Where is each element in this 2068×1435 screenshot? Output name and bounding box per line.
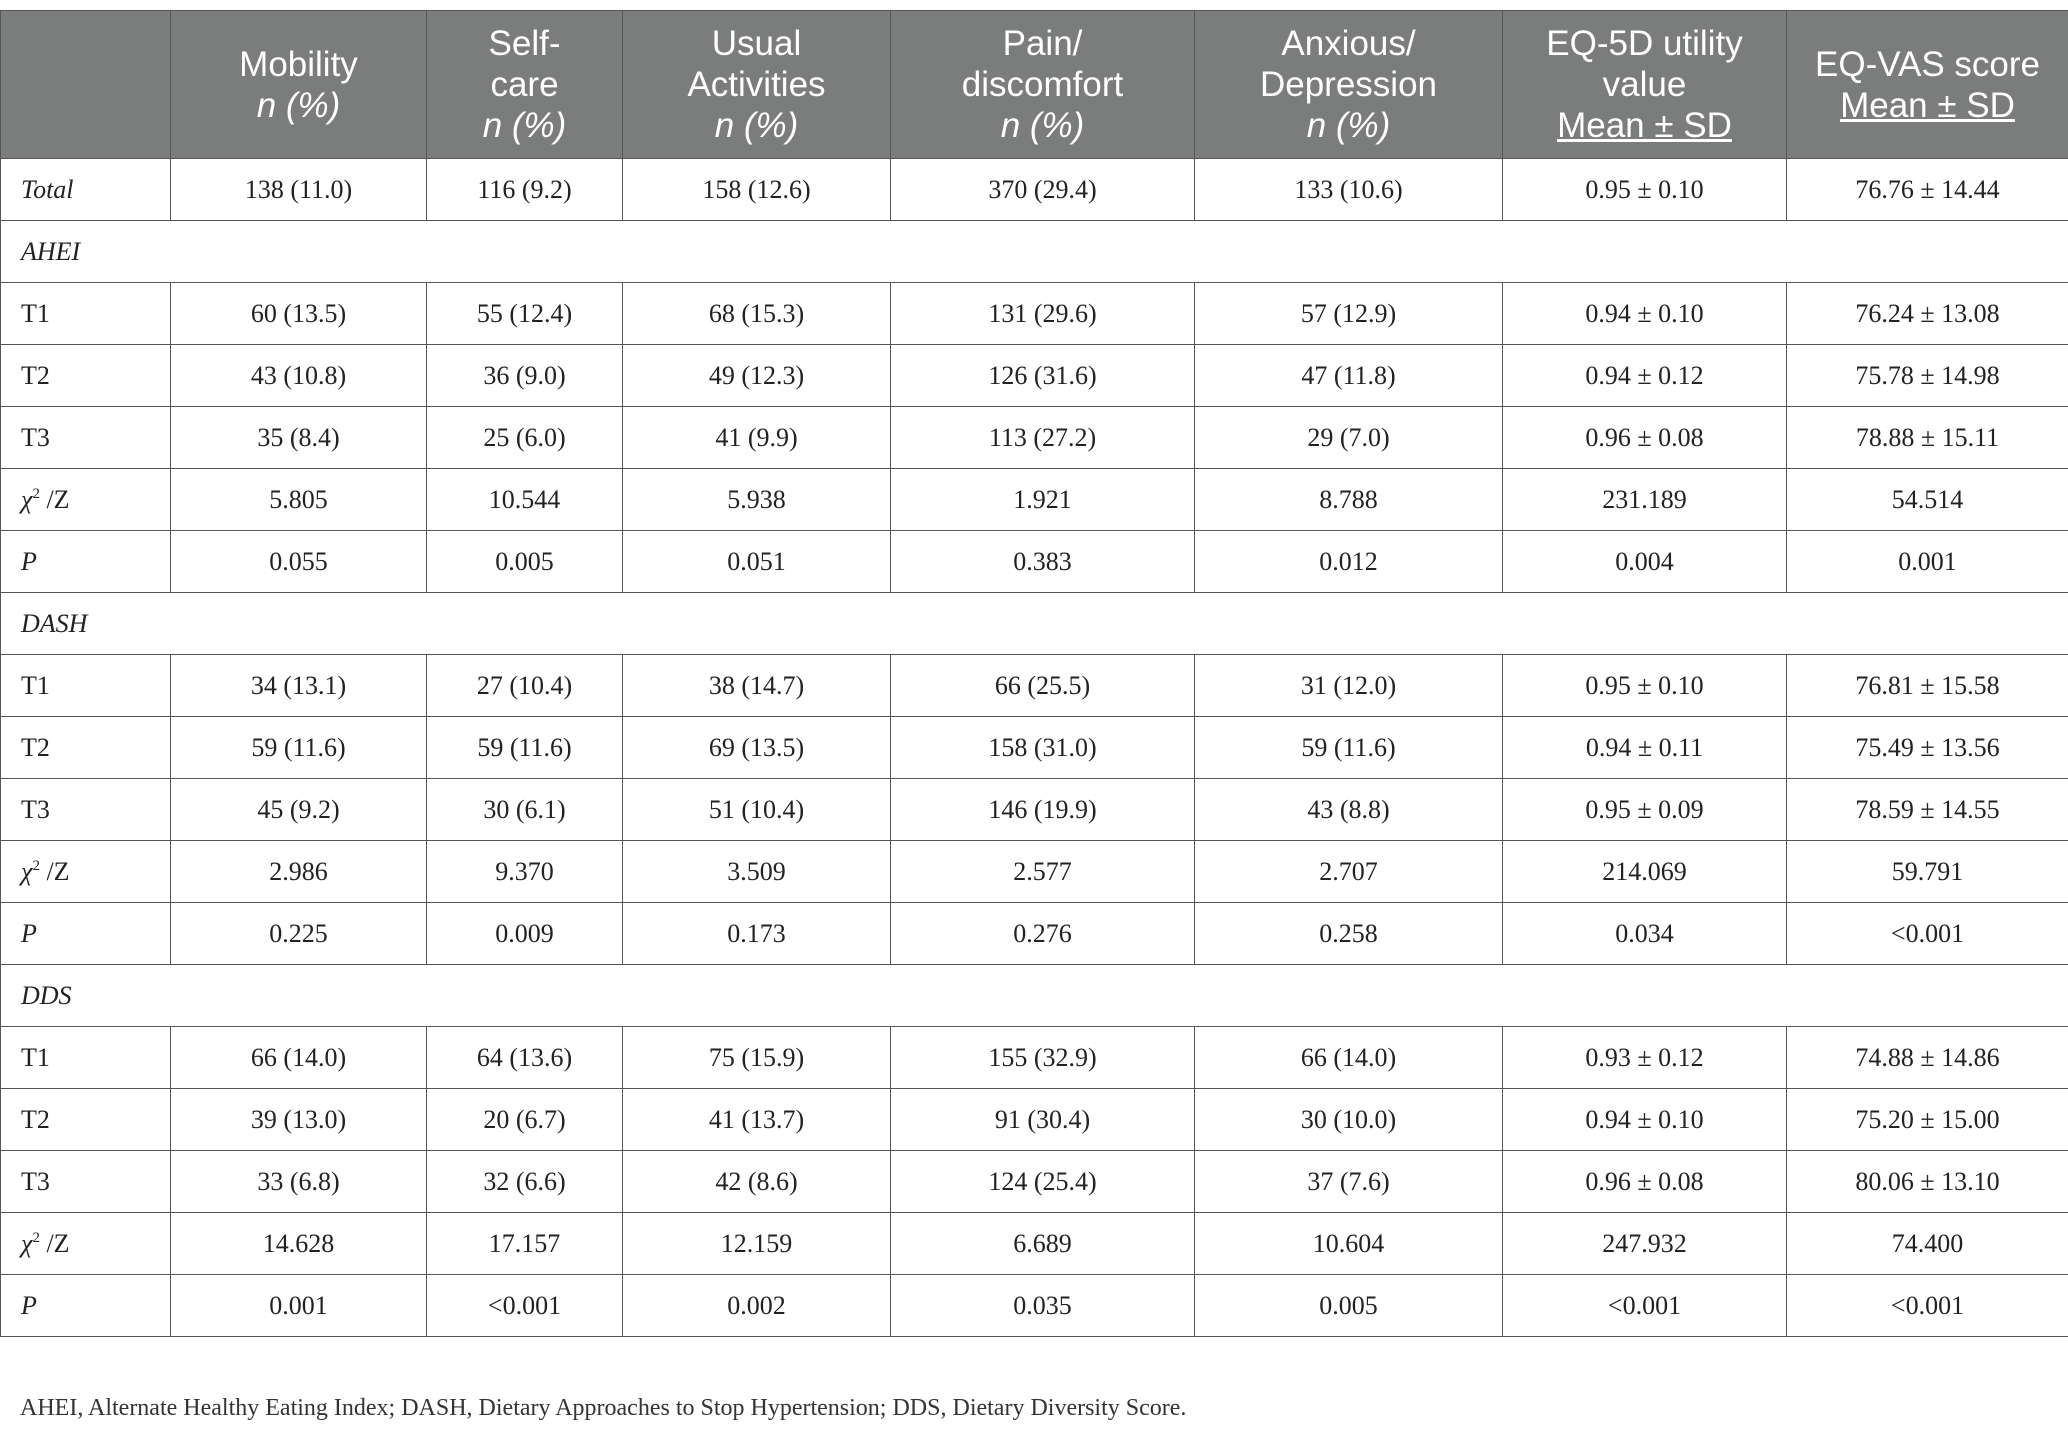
table-cell: 29 (7.0) bbox=[1195, 407, 1503, 469]
table-cell: 34 (13.1) bbox=[171, 655, 427, 717]
table-cell: 75.78 ± 14.98 bbox=[1787, 345, 2068, 407]
table-cell: 158 (12.6) bbox=[623, 159, 891, 221]
row-label: T3 bbox=[1, 407, 171, 469]
table-cell: 30 (10.0) bbox=[1195, 1089, 1503, 1151]
table-row bbox=[1, 779, 2068, 841]
chi-superscript: 2 bbox=[32, 485, 40, 502]
table-row bbox=[1, 655, 2068, 717]
table-cell: 38 (14.7) bbox=[623, 655, 891, 717]
chi-symbol: χ bbox=[21, 856, 33, 886]
row-label: P bbox=[1, 1275, 171, 1337]
table-cell: 0.94 ± 0.10 bbox=[1503, 1089, 1787, 1151]
header-mobility-title: Mobility bbox=[239, 44, 358, 84]
header-anxious-depression bbox=[1195, 11, 1503, 159]
table-cell: 0.009 bbox=[427, 903, 623, 965]
row-label: T2 bbox=[1, 1089, 171, 1151]
table-row bbox=[1, 283, 2068, 345]
table-cell: 2.707 bbox=[1195, 841, 1503, 903]
chi-suffix: /Z bbox=[39, 484, 70, 514]
header-eq5d-utility bbox=[1503, 11, 1787, 159]
group-label: AHEI bbox=[1, 221, 2068, 283]
table-cell: 33 (6.8) bbox=[171, 1151, 427, 1213]
header-self-care bbox=[427, 11, 623, 159]
row-label: Total bbox=[1, 159, 171, 221]
table-cell: 0.012 bbox=[1195, 531, 1503, 593]
table-cell: 0.035 bbox=[891, 1275, 1195, 1337]
results-table-container bbox=[0, 10, 2068, 1337]
table-cell: 12.159 bbox=[623, 1213, 891, 1275]
table-row bbox=[1, 1027, 2068, 1089]
table-cell: 41 (13.7) bbox=[623, 1089, 891, 1151]
table-cell: 0.383 bbox=[891, 531, 1195, 593]
table-cell: 60 (13.5) bbox=[171, 283, 427, 345]
header-eq5d-stat: Mean ± SD bbox=[1557, 106, 1732, 145]
table-cell: 9.370 bbox=[427, 841, 623, 903]
table-cell: 66 (14.0) bbox=[1195, 1027, 1503, 1089]
table-cell: 0.94 ± 0.11 bbox=[1503, 717, 1787, 779]
table-cell: 158 (31.0) bbox=[891, 717, 1195, 779]
row-label: T3 bbox=[1, 1151, 171, 1213]
table-cell: 31 (12.0) bbox=[1195, 655, 1503, 717]
table-cell: 0.051 bbox=[623, 531, 891, 593]
table-cell: 370 (29.4) bbox=[891, 159, 1195, 221]
table-cell: 0.96 ± 0.08 bbox=[1503, 1151, 1787, 1213]
table-cell: 0.96 ± 0.08 bbox=[1503, 407, 1787, 469]
header-row bbox=[1, 11, 2068, 159]
table-cell: 27 (10.4) bbox=[427, 655, 623, 717]
table-cell: 32 (6.6) bbox=[427, 1151, 623, 1213]
table-cell: 47 (11.8) bbox=[1195, 345, 1503, 407]
table-cell: 35 (8.4) bbox=[171, 407, 427, 469]
group-header-row bbox=[1, 965, 2068, 1027]
table-cell: 14.628 bbox=[171, 1213, 427, 1275]
row-label: T1 bbox=[1, 283, 171, 345]
header-usual-activities bbox=[623, 11, 891, 159]
row-label: P bbox=[1, 531, 171, 593]
table-cell: <0.001 bbox=[1503, 1275, 1787, 1337]
table-cell: 0.001 bbox=[171, 1275, 427, 1337]
row-label bbox=[1, 469, 171, 531]
table-cell: 64 (13.6) bbox=[427, 1027, 623, 1089]
header-self-care-title-2: care bbox=[490, 65, 559, 104]
group-header-row bbox=[1, 593, 2068, 655]
row-label bbox=[1, 841, 171, 903]
table-cell: <0.001 bbox=[1787, 1275, 2068, 1337]
table-cell: 155 (32.9) bbox=[891, 1027, 1195, 1089]
table-cell: 25 (6.0) bbox=[427, 407, 623, 469]
table-cell: 214.069 bbox=[1503, 841, 1787, 903]
chi-symbol: χ bbox=[21, 1228, 33, 1258]
table-cell: 6.689 bbox=[891, 1213, 1195, 1275]
header-eq5d-title-2: value bbox=[1602, 65, 1687, 104]
header-eq-vas bbox=[1787, 11, 2068, 159]
group-label: DASH bbox=[1, 593, 2068, 655]
table-row bbox=[1, 1275, 2068, 1337]
header-pain-title-1: Pain/ bbox=[1002, 24, 1083, 63]
table-cell: 0.005 bbox=[1195, 1275, 1503, 1337]
row-label: T1 bbox=[1, 655, 171, 717]
table-cell: 59 (11.6) bbox=[427, 717, 623, 779]
table-cell: 0.034 bbox=[1503, 903, 1787, 965]
row-label: T2 bbox=[1, 345, 171, 407]
header-anxious-unit: n (%) bbox=[1306, 106, 1391, 145]
table-cell: 78.59 ± 14.55 bbox=[1787, 779, 2068, 841]
table-cell: 43 (8.8) bbox=[1195, 779, 1503, 841]
chi-suffix: /Z bbox=[39, 1228, 70, 1258]
header-self-care-title-1: Self- bbox=[488, 24, 561, 63]
table-cell: 0.055 bbox=[171, 531, 427, 593]
header-usual-activities-title-1: Usual bbox=[711, 24, 802, 63]
total-row bbox=[1, 159, 2068, 221]
header-eq5d-title-1: EQ-5D utility bbox=[1546, 24, 1743, 63]
table-row bbox=[1, 345, 2068, 407]
header-anxious-title-1: Anxious/ bbox=[1281, 24, 1416, 63]
table-cell: 54.514 bbox=[1787, 469, 2068, 531]
table-cell: 59 (11.6) bbox=[171, 717, 427, 779]
table-cell: 5.805 bbox=[171, 469, 427, 531]
chi-superscript: 2 bbox=[32, 857, 40, 874]
table-body bbox=[1, 159, 2068, 1337]
header-pain-unit: n (%) bbox=[1000, 106, 1085, 145]
table-cell: 45 (9.2) bbox=[171, 779, 427, 841]
table-cell: 124 (25.4) bbox=[891, 1151, 1195, 1213]
table-footnote: AHEI, Alternate Healthy Eating Index; DASH, Dietary Approaches to Stop Hypertension; DDS, Dietary Diversity Score. bbox=[20, 1395, 1187, 1421]
table-cell: 0.94 ± 0.12 bbox=[1503, 345, 1787, 407]
table-cell: 231.189 bbox=[1503, 469, 1787, 531]
table-cell: 131 (29.6) bbox=[891, 283, 1195, 345]
table-cell: 74.400 bbox=[1787, 1213, 2068, 1275]
table-cell: 116 (9.2) bbox=[427, 159, 623, 221]
table-cell: 57 (12.9) bbox=[1195, 283, 1503, 345]
table-cell: 51 (10.4) bbox=[623, 779, 891, 841]
chi-symbol: χ bbox=[21, 484, 33, 514]
table-cell: 75 (15.9) bbox=[623, 1027, 891, 1089]
table-cell: 126 (31.6) bbox=[891, 345, 1195, 407]
table-cell: 0.95 ± 0.09 bbox=[1503, 779, 1787, 841]
table-cell: 0.001 bbox=[1787, 531, 2068, 593]
table-cell: 43 (10.8) bbox=[171, 345, 427, 407]
table-row bbox=[1, 1213, 2068, 1275]
table-cell: 66 (25.5) bbox=[891, 655, 1195, 717]
header-eqvas-stat: Mean ± SD bbox=[1840, 85, 2015, 125]
table-cell: 41 (9.9) bbox=[623, 407, 891, 469]
table-cell: 68 (15.3) bbox=[623, 283, 891, 345]
table-row bbox=[1, 903, 2068, 965]
table-cell: 76.81 ± 15.58 bbox=[1787, 655, 2068, 717]
table-cell: 10.544 bbox=[427, 469, 623, 531]
table-row bbox=[1, 1089, 2068, 1151]
table-cell: 76.24 ± 13.08 bbox=[1787, 283, 2068, 345]
table-row bbox=[1, 469, 2068, 531]
table-row bbox=[1, 531, 2068, 593]
table-cell: 0.002 bbox=[623, 1275, 891, 1337]
group-label: DDS bbox=[1, 965, 2068, 1027]
eq5d-results-table bbox=[0, 10, 2068, 1337]
table-cell: 37 (7.6) bbox=[1195, 1151, 1503, 1213]
table-cell: 2.986 bbox=[171, 841, 427, 903]
table-row bbox=[1, 717, 2068, 779]
table-cell: 0.173 bbox=[623, 903, 891, 965]
table-cell: 76.76 ± 14.44 bbox=[1787, 159, 2068, 221]
header-self-care-unit: n (%) bbox=[482, 106, 567, 145]
table-cell: 146 (19.9) bbox=[891, 779, 1195, 841]
table-cell: 91 (30.4) bbox=[891, 1089, 1195, 1151]
table-cell: 0.004 bbox=[1503, 531, 1787, 593]
row-label: P bbox=[1, 903, 171, 965]
table-cell: 80.06 ± 13.10 bbox=[1787, 1151, 2068, 1213]
table-cell: 17.157 bbox=[427, 1213, 623, 1275]
table-cell: 30 (6.1) bbox=[427, 779, 623, 841]
table-cell: 75.20 ± 15.00 bbox=[1787, 1089, 2068, 1151]
table-cell: 8.788 bbox=[1195, 469, 1503, 531]
table-cell: <0.001 bbox=[1787, 903, 2068, 965]
table-cell: 69 (13.5) bbox=[623, 717, 891, 779]
table-cell: 39 (13.0) bbox=[171, 1089, 427, 1151]
header-anxious-title-2: Depression bbox=[1259, 65, 1438, 104]
table-cell: 113 (27.2) bbox=[891, 407, 1195, 469]
table-cell: 0.95 ± 0.10 bbox=[1503, 159, 1787, 221]
table-row bbox=[1, 841, 2068, 903]
header-usual-activities-unit: n (%) bbox=[714, 106, 799, 145]
table-cell: 78.88 ± 15.11 bbox=[1787, 407, 2068, 469]
table-cell: 247.932 bbox=[1503, 1213, 1787, 1275]
header-eqvas-title: EQ-VAS score bbox=[1815, 44, 2040, 84]
table-cell: 1.921 bbox=[891, 469, 1195, 531]
table-cell: <0.001 bbox=[427, 1275, 623, 1337]
table-cell: 138 (11.0) bbox=[171, 159, 427, 221]
table-header bbox=[1, 11, 2068, 159]
table-cell: 74.88 ± 14.86 bbox=[1787, 1027, 2068, 1089]
table-cell: 42 (8.6) bbox=[623, 1151, 891, 1213]
table-cell: 49 (12.3) bbox=[623, 345, 891, 407]
row-label: T1 bbox=[1, 1027, 171, 1089]
header-mobility-unit: n (%) bbox=[256, 85, 341, 125]
table-row bbox=[1, 407, 2068, 469]
table-cell: 0.005 bbox=[427, 531, 623, 593]
chi-superscript: 2 bbox=[32, 1229, 40, 1246]
row-label: T2 bbox=[1, 717, 171, 779]
chi-suffix: /Z bbox=[39, 856, 70, 886]
table-cell: 0.225 bbox=[171, 903, 427, 965]
table-cell: 59.791 bbox=[1787, 841, 2068, 903]
table-cell: 20 (6.7) bbox=[427, 1089, 623, 1151]
table-cell: 133 (10.6) bbox=[1195, 159, 1503, 221]
table-row bbox=[1, 1151, 2068, 1213]
table-cell: 2.577 bbox=[891, 841, 1195, 903]
table-cell: 59 (11.6) bbox=[1195, 717, 1503, 779]
table-cell: 3.509 bbox=[623, 841, 891, 903]
row-label: T3 bbox=[1, 779, 171, 841]
header-blank bbox=[1, 11, 171, 159]
table-cell: 0.94 ± 0.10 bbox=[1503, 283, 1787, 345]
table-cell: 66 (14.0) bbox=[171, 1027, 427, 1089]
table-cell: 0.258 bbox=[1195, 903, 1503, 965]
row-label bbox=[1, 1213, 171, 1275]
table-cell: 55 (12.4) bbox=[427, 283, 623, 345]
header-mobility bbox=[171, 11, 427, 159]
table-cell: 10.604 bbox=[1195, 1213, 1503, 1275]
table-cell: 0.93 ± 0.12 bbox=[1503, 1027, 1787, 1089]
table-cell: 0.276 bbox=[891, 903, 1195, 965]
table-cell: 36 (9.0) bbox=[427, 345, 623, 407]
table-cell: 5.938 bbox=[623, 469, 891, 531]
header-usual-activities-title-2: Activities bbox=[687, 65, 826, 104]
table-cell: 75.49 ± 13.56 bbox=[1787, 717, 2068, 779]
group-header-row bbox=[1, 221, 2068, 283]
table-cell: 0.95 ± 0.10 bbox=[1503, 655, 1787, 717]
header-pain-discomfort bbox=[891, 11, 1195, 159]
header-pain-title-2: discomfort bbox=[961, 65, 1124, 104]
